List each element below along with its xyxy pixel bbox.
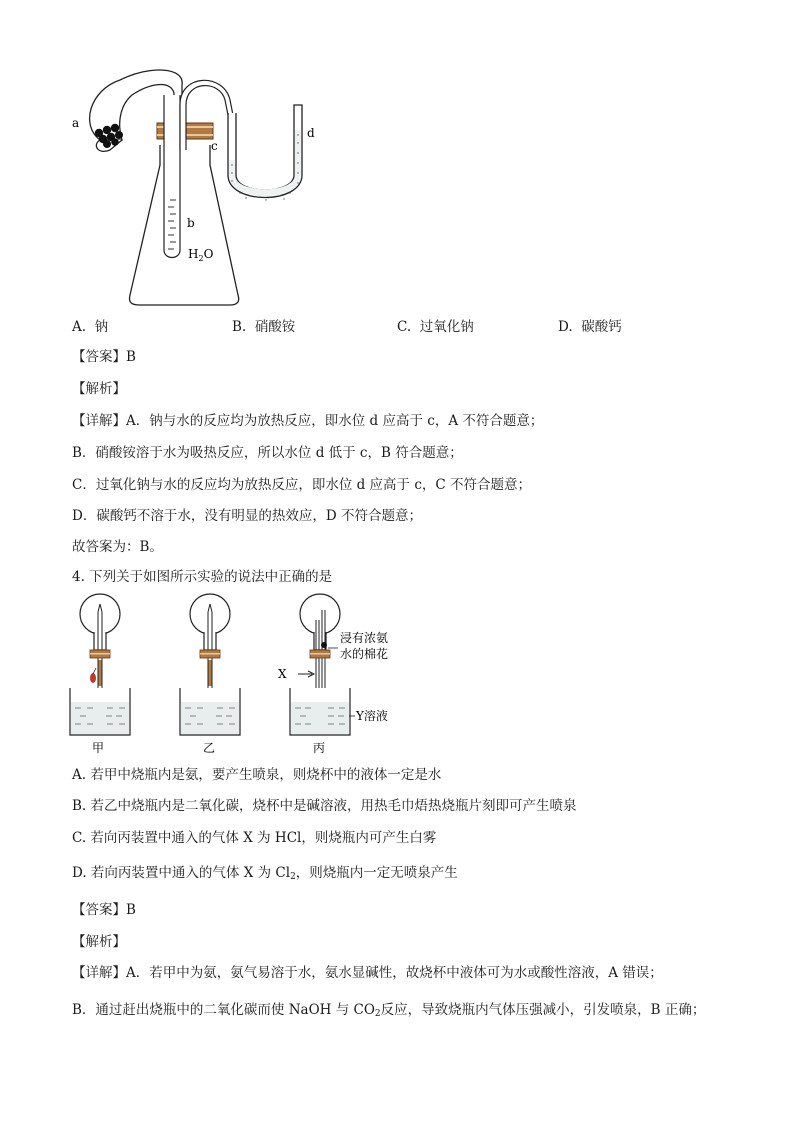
apparatus-figure xyxy=(70,55,330,310)
q3-option-d: D. 碳酸钙 xyxy=(558,319,622,335)
label-water: $H_2O$ xyxy=(188,247,214,263)
apparatus-yi xyxy=(180,594,240,735)
q3-explain-d: D．碳酸钙不溶于水，没有明显的热效应，D 不符合题意； xyxy=(72,508,422,524)
test-tube-b xyxy=(164,95,180,258)
label-y: Y溶液 xyxy=(356,709,388,723)
q4-answer: 【答案】B xyxy=(72,902,136,918)
apparatus-bing xyxy=(290,594,355,735)
q4-stem: 4. 下列关于如图所示实验的说法中正确的是 xyxy=(72,569,333,585)
apparatus-jia xyxy=(70,594,130,735)
label-cotton-2: 水的棉花 xyxy=(340,647,389,661)
q3-explain-b: B．硝酸铵溶于水为吸热反应，所以水位 d 低于 c，B 符合题意； xyxy=(72,445,463,461)
q3-option-b: B. 硝酸铵 xyxy=(232,319,296,335)
label-b: b xyxy=(187,216,195,230)
label-d: d xyxy=(307,126,315,140)
conical-flask xyxy=(129,145,238,305)
q4-option-d: D. 若向丙装置中通入的气体 X 为 $Cl_2$，则烧瓶内一定无喷泉产生 xyxy=(72,865,458,882)
q3-analysis-title: 【解析】 xyxy=(72,381,126,397)
fountain-figure xyxy=(60,590,420,760)
q4-explain-b: B．通过赶出烧瓶中的二氧化碳而使 NaOH 与 $CO_2$反应，导致烧瓶内气体压强减小，引发喷泉，B 正确； xyxy=(72,1002,706,1019)
label-a: a xyxy=(72,116,80,130)
connector-tube-c xyxy=(180,80,233,150)
label-c: c xyxy=(211,139,218,153)
q3-final-answer: 故答案为：B。 xyxy=(72,539,163,555)
label-x: X xyxy=(278,667,287,681)
q3-answer: 【答案】B xyxy=(72,349,136,365)
q3-explain-c: C．过氧化钠与水的反应均为放热反应，即水位 d 应高于 c，C 不符合题意； xyxy=(72,477,532,493)
label-bing: 丙 xyxy=(313,741,326,755)
q3-option-a: A. 钠 xyxy=(72,319,109,335)
q4-option-b: B. 若乙中烧瓶内是二氧化碳，烧杯中是碱溶液，用热毛巾焐热烧瓶片刻即可产生喷泉 xyxy=(72,798,577,814)
q3-explain-a: 【详解】A．钠与水的反应均为放热反应，即水位 d 应高于 c，A 不符合题意； xyxy=(72,413,544,429)
q4-option-c: C. 若向丙装置中通入的气体 X 为 HCl，则烧瓶内可产生白雾 xyxy=(72,830,437,846)
label-yi: 乙 xyxy=(203,741,216,755)
q3-option-c: C. 过氧化钠 xyxy=(397,319,474,335)
q4-option-a: A. 若甲中烧瓶内是氨，要产生喷泉，则烧杯中的液体一定是水 xyxy=(72,767,442,783)
label-jia: 甲 xyxy=(92,741,105,755)
q4-explain-a: 【详解】A．若甲中为氨，氨气易溶于水，氨水显碱性，故烧杯中液体可为水或酸性溶液，A 错误； xyxy=(72,965,663,981)
label-cotton-1: 浸有浓氨 xyxy=(340,631,389,645)
q4-analysis-title: 【解析】 xyxy=(72,934,126,950)
